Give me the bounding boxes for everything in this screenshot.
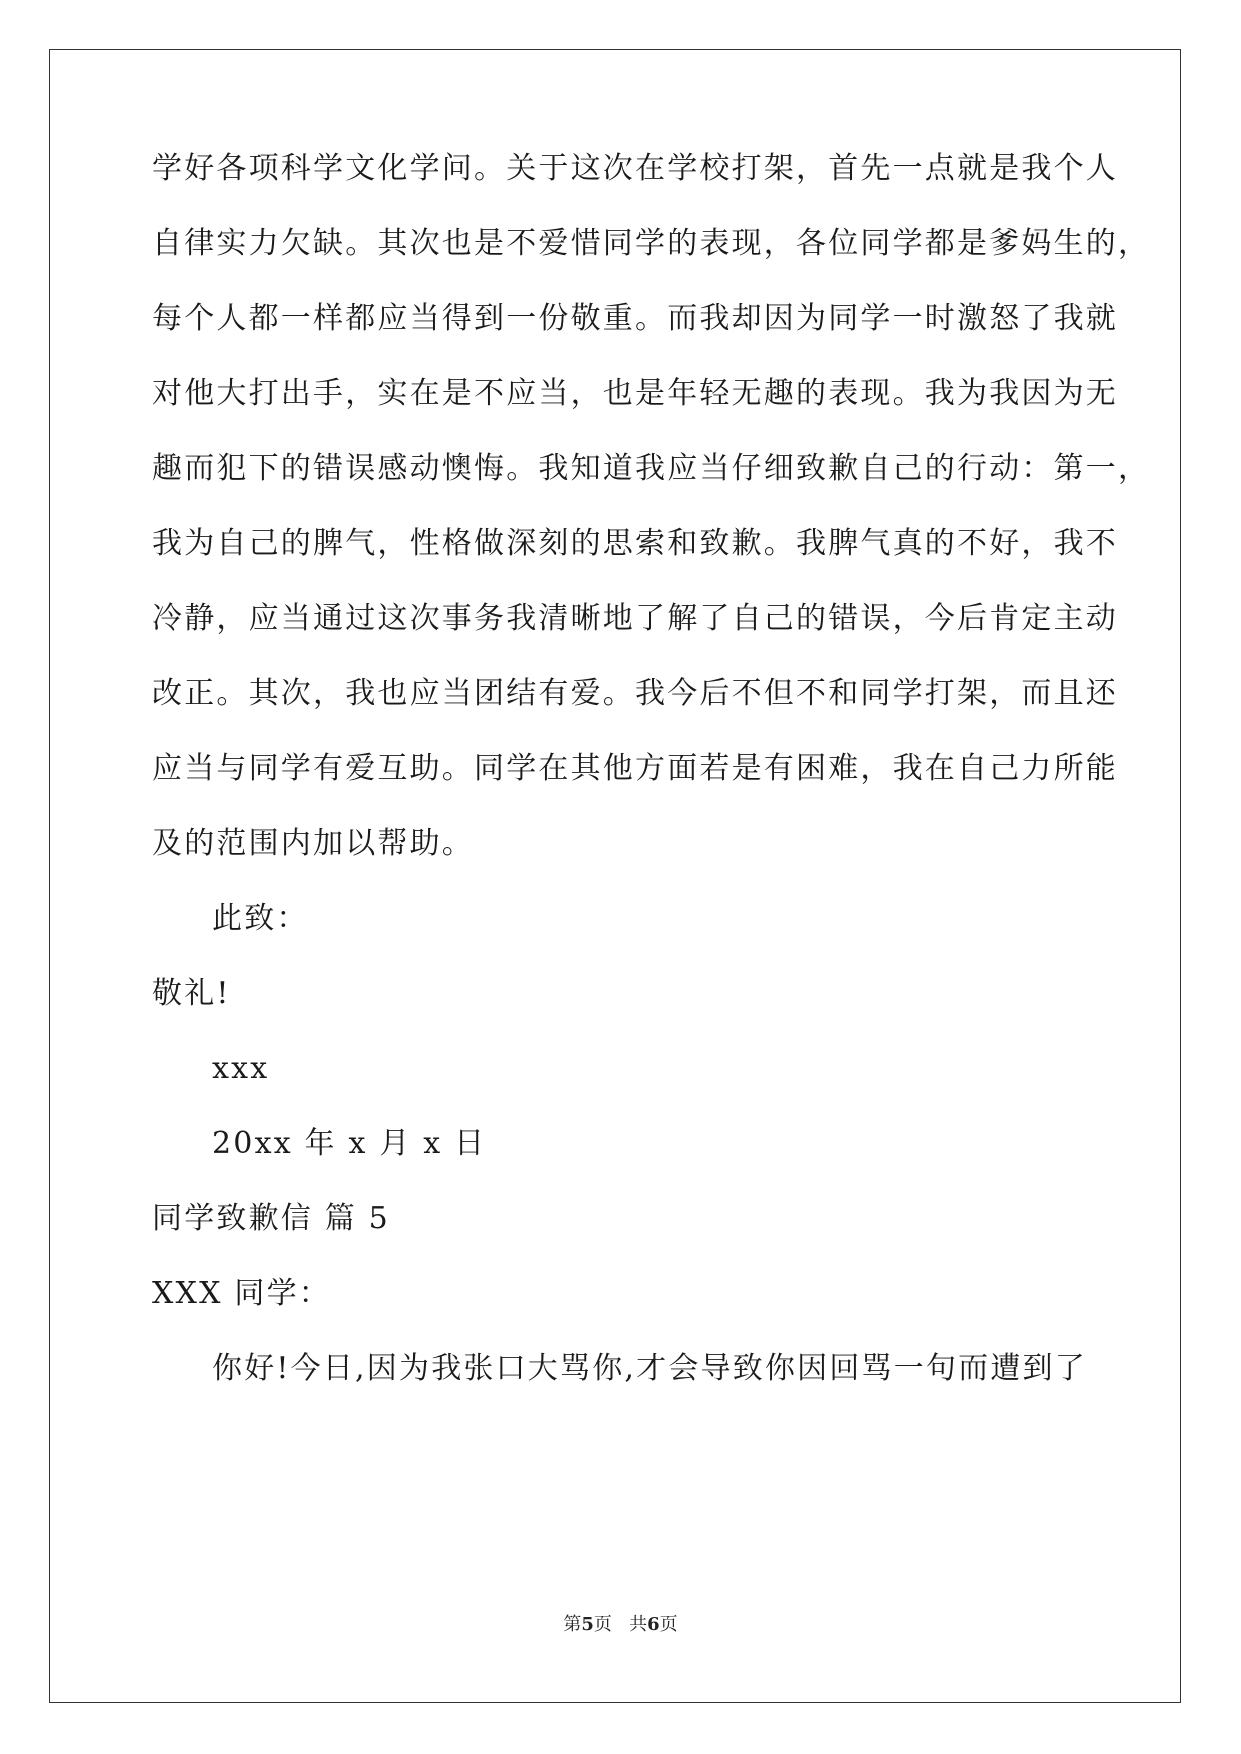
letter-greeting: XXX 同学： — [152, 1276, 332, 1311]
body-line: 及的范围内加以帮助。 — [152, 826, 474, 861]
body-line: 趣而犯下的错误感动懊悔。我知道我应当仔细致歉自己的行动：第一， — [152, 451, 1151, 486]
footer-mid: 页 共 — [593, 1614, 648, 1635]
section-title: 同学致歉信 篇 5 — [152, 1201, 390, 1236]
body-line: 我为自己的脾气，性格做深刻的思索和致歉。我脾气真的不好，我不 — [152, 526, 1118, 561]
body-line: 每个人都一样都应当得到一份敬重。而我却因为同学一时激怒了我就 — [152, 301, 1118, 336]
date: 20xx 年 x 月 x 日 — [212, 1126, 487, 1161]
footer-suffix: 页 — [659, 1614, 678, 1635]
body-line: 冷静，应当通过这次事务我清晰地了解了自己的错误，今后肯定主动 — [152, 601, 1118, 636]
body-line: 学好各项科学文化学问。关于这次在学校打架，首先一点就是我个人 — [152, 151, 1118, 186]
body-line: 你好!今日,因为我张口大骂你,才会导致你因回骂一句而遭到了 — [212, 1351, 1087, 1386]
body-line: 对他大打出手，实在是不应当，也是年轻无趣的表现。我为我因为无 — [152, 376, 1118, 411]
total-page-number: 6 — [647, 1614, 660, 1635]
body-line: 改正。其次，我也应当团结有爱。我今后不但不和同学打架，而且还 — [152, 676, 1118, 711]
current-page-number: 5 — [581, 1614, 594, 1635]
body-line: 自律实力欠缺。其次也是不爱惜同学的表现，各位同学都是爹妈生的， — [152, 226, 1151, 261]
regards: 敬礼! — [152, 976, 231, 1011]
page-frame — [49, 49, 1181, 1703]
body-line: 应当与同学有爱互助。同学在其他方面若是有困难，我在自己力所能 — [152, 751, 1118, 786]
footer-prefix: 第 — [563, 1614, 582, 1635]
page-footer — [0, 1614, 1241, 1636]
signature: xxx — [212, 1051, 270, 1086]
salutation: 此致： — [212, 901, 309, 936]
